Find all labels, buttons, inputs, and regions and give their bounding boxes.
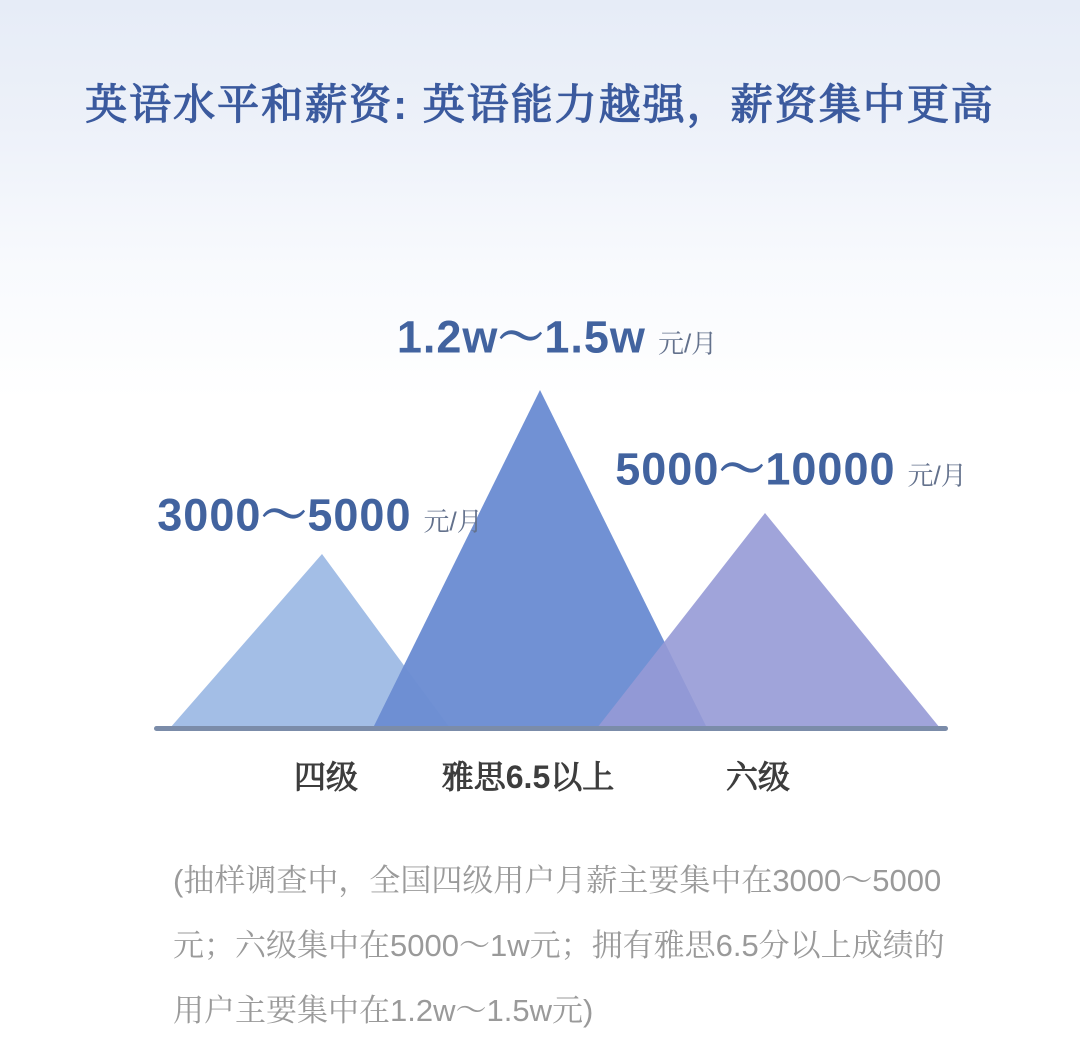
footnote-line-1: (抽样调查中，全国四级用户月薪主要集中在3000～5000 <box>173 863 942 898</box>
salary-unit-ielts: 元/月 <box>657 328 718 359</box>
salary-range-cet6: 5000～10000 <box>615 443 896 495</box>
salary-label-cet6 <box>615 433 966 498</box>
salary-unit-cet6: 元/月 <box>907 460 967 491</box>
salary-label-cet4 <box>157 479 482 544</box>
salary-label-ielts <box>397 301 717 366</box>
salary-range-cet4: 3000～5000 <box>157 489 412 541</box>
page-title: 英语水平和薪资: 英语能力越强，薪资集中更高 <box>85 81 995 128</box>
salary-range-ielts: 1.2w～1.5w <box>396 311 646 363</box>
footnote <box>173 848 953 1043</box>
footnote-line-3: 用户主要集中在1.2w～1.5w元) <box>173 993 594 1028</box>
footnote-line-2: 元；六级集中在5000～1w元；拥有雅思6.5分以上成绩的 <box>173 928 945 963</box>
salary-unit-cet4: 元/月 <box>423 506 483 537</box>
axis-label-cet4: 四级 <box>293 759 359 795</box>
axis-label-cet6: 六级 <box>725 759 791 795</box>
baseline-axis <box>154 726 948 731</box>
axis-label-ielts: 雅思6.5以上 <box>441 759 615 795</box>
